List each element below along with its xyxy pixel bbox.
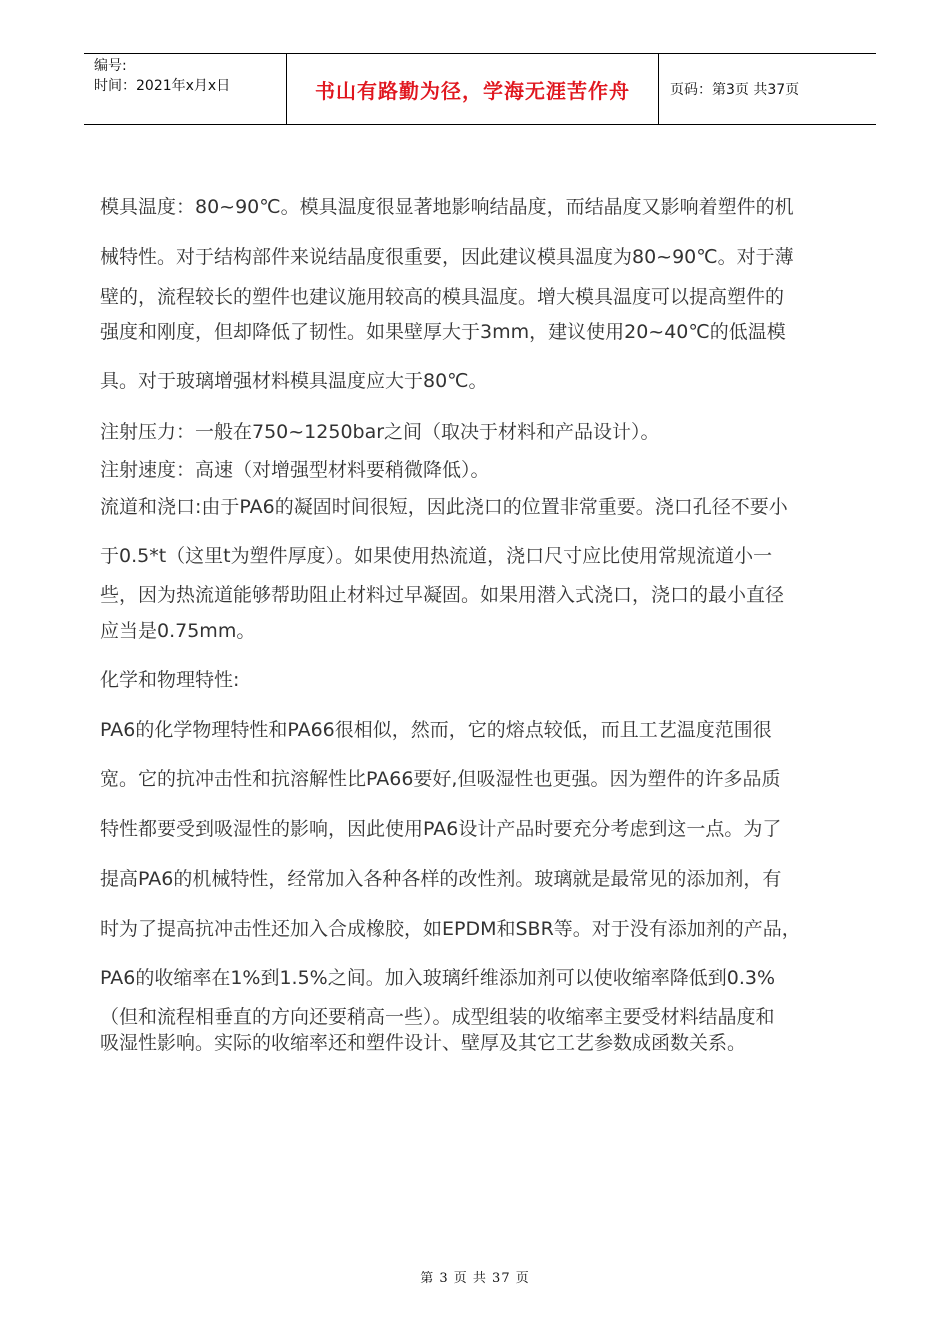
document-date: 时间：2021年x月x日 xyxy=(94,78,231,94)
body-line: （但和流程相垂直的方向还要稍高一些）。成型组装的收缩率主要受材料结晶度和 xyxy=(100,1006,775,1028)
body-line: 注射压力：一般在750~1250bar之间（取决于材料和产品设计）。 xyxy=(100,421,660,443)
header-motto: 书山有路勤为径，学海无涯苦作舟 xyxy=(315,78,630,103)
header-meta xyxy=(94,56,286,96)
body-line: 吸湿性影响。实际的收缩率还和塑件设计、壁厚及其它工艺参数成函数关系。 xyxy=(100,1032,747,1054)
body-line: 械特性。对于结构部件来说结晶度很重要，因此建议模具温度为80~90℃。对于薄 xyxy=(100,246,794,268)
body-line: 强度和刚度，但却降低了韧性。如果壁厚大于3mm，建议使用20~40℃的低温模 xyxy=(100,321,786,343)
body-line: 宽。它的抗冲击性和抗溶解性比PA66要好,但吸湿性也更强。因为塑件的许多品质 xyxy=(100,768,781,790)
body-line: 特性都要受到吸湿性的影响，因此使用PA6设计产品时要充分考虑到这一点。为了 xyxy=(100,818,782,840)
body-line: PA6的化学物理特性和PA66很相似，然而，它的熔点较低，而且工艺温度范围很 xyxy=(100,719,772,741)
body-line: 些，因为热流道能够帮助阻止材料过早凝固。如果用潜入式浇口，浇口的最小直径 xyxy=(100,584,785,606)
body-line: 应当是0.75mm。 xyxy=(100,620,256,642)
document-number-label: 编号: xyxy=(94,58,127,74)
body-line: PA6的收缩率在1%到1.5%之间。加入玻璃纤维添加剂可以使收缩率降低到0.3% xyxy=(100,967,776,989)
body-line: 壁的，流程较长的塑件也建议施用较高的模具温度。增大模具温度可以提高塑件的 xyxy=(100,286,785,308)
header-divider xyxy=(658,54,659,124)
body-line: 模具温度：80~90℃。模具温度很显著地影响结晶度，而结晶度又影响着塑件的机 xyxy=(100,196,794,218)
page-footer-number: 第 3 页 共 37 页 xyxy=(420,1271,530,1286)
body-line: 具。对于玻璃增强材料模具温度应大于80℃。 xyxy=(100,370,488,392)
section-heading: 化学和物理特性: xyxy=(100,669,240,691)
body-line: 注射速度：高速（对增强型材料要稍微降低）。 xyxy=(100,459,490,481)
page-header xyxy=(84,53,876,125)
body-line: 于0.5*t（这里t为塑件厚度）。如果使用热流道，浇口尺寸应比使用常规流道小一 xyxy=(100,545,773,567)
header-page-info: 页码：第3页 共37页 xyxy=(670,82,800,98)
body-line: 时为了提高抗冲击性还加入合成橡胶，如EPDM和SBR等。对于没有添加剂的产品， xyxy=(100,918,801,940)
body-line: 流道和浇口:由于PA6的凝固时间很短，因此浇口的位置非常重要。浇口孔径不要小 xyxy=(100,496,788,518)
body-line: 提高PA6的机械特性，经常加入各种各样的改性剂。玻璃就是最常见的添加剂，有 xyxy=(100,868,782,890)
